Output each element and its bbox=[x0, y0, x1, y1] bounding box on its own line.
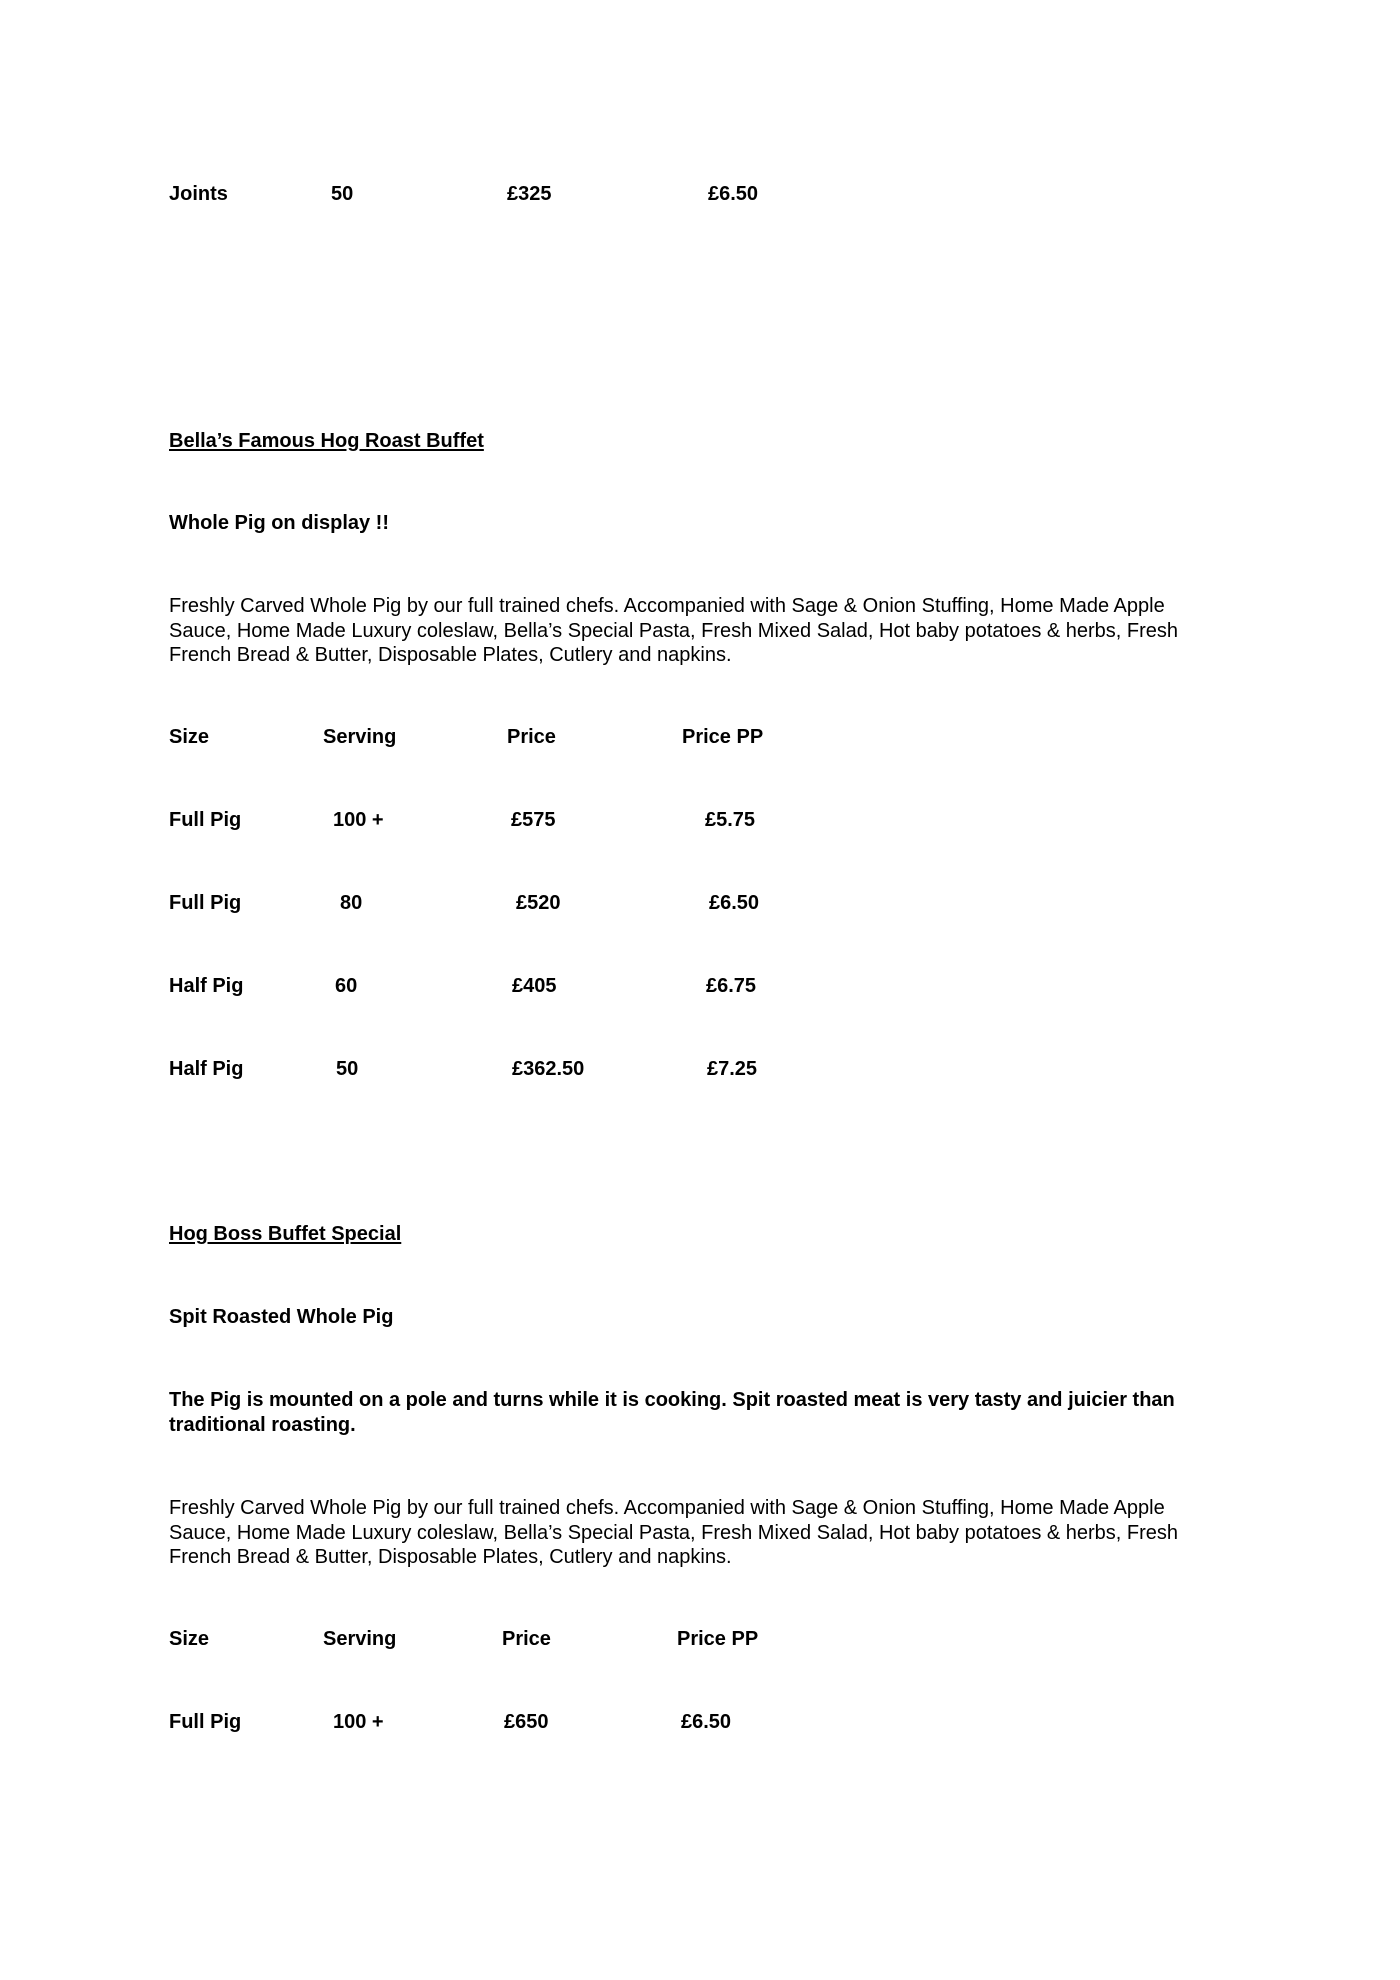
row-price: £650 bbox=[504, 1711, 549, 1733]
hog-boss-section-description: Freshly Carved Whole Pig by our full trained chefs. Accompanied with Sage & Onion Stuffing, Home Made Apple Sauce, Home Made Luxury coleslaw, Bella’s Special Pasta, Fresh Mixed Salad, Hot baby potatoes & herbs, Fresh French Bread & Butter, Disposable Plates, Cutlery and napkins. bbox=[169, 1497, 1179, 1568]
hog-boss-section-note: The Pig is mounted on a pole and turns while it is cooking. Spit roasted meat is very tasty and juicier than traditional roasting. bbox=[169, 1389, 1175, 1436]
row-serving: 80 bbox=[340, 892, 363, 914]
row-price: £362.50 bbox=[512, 1058, 585, 1080]
table-row bbox=[0, 1056, 1400, 1082]
row-price-pp: £5.75 bbox=[705, 809, 756, 831]
header-price: Price bbox=[502, 1628, 551, 1650]
row-serving: 100 + bbox=[333, 809, 384, 831]
joints-serving: 50 bbox=[331, 183, 354, 205]
hog-boss-table-header bbox=[0, 1626, 1400, 1652]
hog-boss-section-title: Hog Boss Buffet Special bbox=[169, 1223, 402, 1245]
header-size: Size bbox=[169, 1628, 210, 1650]
joints-price: £325 bbox=[507, 183, 552, 205]
row-price: £405 bbox=[512, 975, 557, 997]
table-row bbox=[0, 1709, 1400, 1735]
row-size: Full Pig bbox=[169, 1711, 242, 1733]
bellas-section-subtitle: Whole Pig on display !! bbox=[169, 512, 389, 534]
row-size: Half Pig bbox=[169, 975, 244, 997]
row-serving: 100 + bbox=[333, 1711, 384, 1733]
header-serving: Serving bbox=[323, 1628, 397, 1650]
row-price: £575 bbox=[511, 809, 556, 831]
joints-row bbox=[0, 181, 1400, 207]
row-price-pp: £7.25 bbox=[707, 1058, 758, 1080]
row-price-pp: £6.75 bbox=[706, 975, 757, 997]
header-price: Price bbox=[507, 726, 556, 748]
bellas-section-description: Freshly Carved Whole Pig by our full trained chefs. Accompanied with Sage & Onion Stuffing, Home Made Apple Sauce, Home Made Luxury coleslaw, Bella’s Special Pasta, Fresh Mixed Salad, Hot baby potatoes & herbs, Fresh French Bread & Butter, Disposable Plates, Cutlery and napkins. bbox=[169, 595, 1179, 666]
table-row bbox=[0, 973, 1400, 999]
joints-price-pp: £6.50 bbox=[708, 183, 759, 205]
row-serving: 50 bbox=[336, 1058, 359, 1080]
row-size: Half Pig bbox=[169, 1058, 244, 1080]
bellas-section-title: Bella’s Famous Hog Roast Buffet bbox=[169, 430, 484, 452]
row-price-pp: £6.50 bbox=[709, 892, 760, 914]
hog-boss-section-subtitle: Spit Roasted Whole Pig bbox=[169, 1306, 394, 1328]
header-size: Size bbox=[169, 726, 210, 748]
header-serving: Serving bbox=[323, 726, 397, 748]
row-serving: 60 bbox=[335, 975, 358, 997]
bellas-table-header bbox=[0, 724, 1400, 750]
row-size: Full Pig bbox=[169, 809, 242, 831]
row-price: £520 bbox=[516, 892, 561, 914]
table-row bbox=[0, 807, 1400, 833]
table-row bbox=[0, 890, 1400, 916]
row-size: Full Pig bbox=[169, 892, 242, 914]
row-price-pp: £6.50 bbox=[681, 1711, 732, 1733]
header-price-pp: Price PP bbox=[682, 726, 764, 748]
joints-size: Joints bbox=[169, 183, 228, 205]
header-price-pp: Price PP bbox=[677, 1628, 759, 1650]
